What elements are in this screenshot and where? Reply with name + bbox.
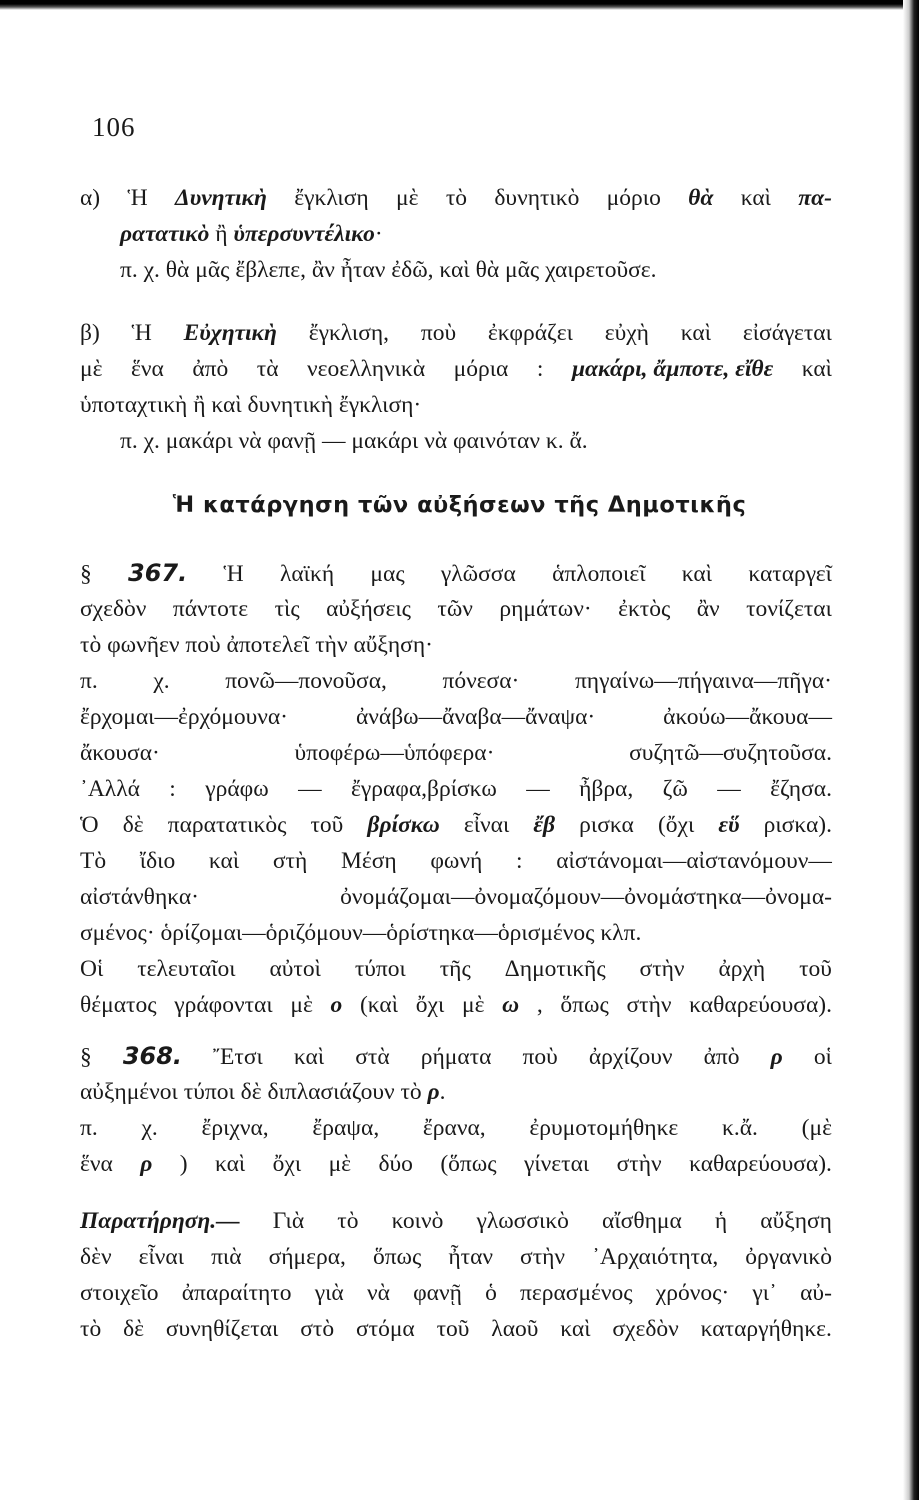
word: : (515, 848, 523, 874)
word: καὶ (681, 561, 713, 587)
word: τοῦ (310, 812, 344, 838)
word: τοῦ (799, 956, 832, 982)
word: ᾿Αλλά (80, 776, 140, 802)
word: εὐχὴ (604, 320, 649, 346)
word: σχεδὸν (612, 1316, 679, 1342)
word: παρατατικὸς (167, 812, 287, 838)
word: Ὁ (80, 812, 99, 838)
paragraph-b (80, 315, 832, 459)
word: ἔγραφα,βρίσκω (350, 776, 497, 802)
word: (μὲ (801, 1115, 832, 1141)
word: καὶ (560, 1316, 591, 1342)
word: τὶς (274, 596, 300, 622)
word: συνηθίζεται (165, 1316, 279, 1342)
word: καὶ (214, 1151, 246, 1177)
emphasis-term: ἔβ (533, 812, 556, 838)
emphasis-term: ρ (770, 1044, 783, 1070)
word: Ἡ (127, 185, 148, 211)
word: καταργεῖ (748, 561, 832, 587)
word: τὰ (256, 356, 279, 382)
word: σχεδὸν (80, 596, 147, 622)
word: κοινὸ (391, 1208, 444, 1234)
word: χ. (141, 1115, 158, 1141)
word: ρισκα (579, 812, 634, 838)
word: π. (80, 668, 98, 694)
word: στοιχεῖο (80, 1280, 159, 1306)
word: γλωσσικὸ (476, 1208, 569, 1234)
word: ἐκφράζει (487, 320, 573, 346)
word: ὀργανικὸ (745, 1244, 832, 1270)
scan-right-edge (903, 0, 919, 1500)
text-line (80, 216, 832, 252)
word: τὸ (80, 1316, 102, 1342)
emphasis-term: ρ (427, 1079, 440, 1105)
word: καταργήθηκε. (700, 1316, 832, 1342)
text-run: τὸ φωνῆεν ποὺ ἀποτελεῖ τὴν αὔξηση· (80, 632, 433, 658)
word: ὀνομάζομαι—ὀνομαζόμουν—ὀνομάστηκα—ὀνομα- (340, 884, 832, 910)
section-heading: Ἡ κατάργηση τῶν αὐξήσεων τῆς Δημοτικῆς (172, 492, 747, 518)
word: στὴν (639, 956, 685, 982)
word: — (298, 776, 322, 802)
word: αὔξηση (760, 1208, 832, 1234)
section-368 (80, 1038, 832, 1182)
text-line (80, 1074, 832, 1110)
word: ὅπως (372, 1244, 422, 1270)
emphasis-term: βρίσκω (367, 812, 440, 838)
text-line (80, 843, 832, 879)
word: ποὺ (420, 320, 457, 346)
word: τελευταῖοι (137, 956, 236, 982)
word: ἐρυμοτομήθηκε (529, 1115, 679, 1141)
word: καὶ (293, 1044, 325, 1070)
word: καὶ (680, 320, 712, 346)
word: ἕνα (80, 1151, 113, 1177)
word: (ὄχι (657, 812, 695, 838)
section-number: 367. (128, 559, 188, 587)
word: — (526, 776, 550, 802)
word: μὲ (290, 992, 313, 1018)
word: ρήματα (420, 1044, 492, 1070)
word: ἕνα (130, 356, 164, 382)
emphasis-term: ο (330, 992, 343, 1018)
word: ἀπὸ (703, 1044, 740, 1070)
word: σήμερα, (268, 1244, 346, 1270)
text-line (80, 987, 832, 1023)
word: ὄχι (415, 992, 445, 1018)
word: πονῶ—πονοῦσα, (225, 668, 387, 694)
word: στὴν (626, 992, 672, 1018)
word: χ. (153, 668, 170, 694)
emphasis-term: μακάρι, ἄμποτε, εἴθε (571, 356, 774, 382)
word: δυνητικὸ (494, 185, 580, 211)
emphasis-term: Εὐχητικὴ (183, 320, 277, 346)
word: Μέση (340, 848, 397, 874)
emphasis-term: ρατατικὸ (120, 221, 210, 247)
word: γι᾿ (752, 1280, 777, 1306)
page-number: 106 (92, 112, 136, 142)
word: αἰστάνομαι—αἰστανόμουν— (556, 848, 832, 874)
word: χρόνος· (655, 1280, 730, 1306)
word: § (80, 1044, 92, 1070)
word: ) (179, 1151, 188, 1177)
word: ἐκτὸς (618, 596, 671, 622)
text-line (80, 771, 832, 807)
word: εἰσάγεται (742, 320, 832, 346)
word: α) (80, 185, 101, 211)
word: δύο (378, 1151, 413, 1177)
word: τῶν (437, 596, 473, 622)
text-run: αὐξημένοι τύποι δὲ διπλασιάζουν τὸ (80, 1079, 428, 1105)
word: Οἱ (80, 956, 104, 982)
text-line (80, 951, 832, 987)
word: φωνή (430, 848, 483, 874)
word: μὲ (80, 356, 103, 382)
word: συζητῶ—συζητοῦσα. (629, 740, 832, 766)
note-paragraph (80, 1203, 832, 1347)
word: στὰ (355, 1044, 390, 1070)
text-line (80, 252, 832, 288)
word: γλῶσσα (440, 561, 516, 587)
text-line (80, 315, 832, 351)
word: Ἡ (223, 561, 244, 587)
text-run: σμένος· ὁρίζομαι—ὁριζόμουν—ὁρίστηκα—ὁρισμένος κλπ. (80, 920, 642, 946)
text-line (80, 699, 832, 735)
word: ἔρανα, (422, 1115, 486, 1141)
emphasis-term: Παρατήρηση.— (80, 1208, 240, 1234)
text-run: π. χ. μακάρι νὰ φανῇ — μακάρι νὰ φαινόταν κ. ἄ. (120, 428, 588, 454)
word: ἀκούω—ἄκουα— (663, 704, 832, 730)
word: καθαρεύουσα). (689, 992, 832, 1018)
word: § (80, 561, 92, 587)
word: αὐ- (800, 1280, 832, 1306)
word: τὸ (337, 1208, 359, 1234)
section-number: 368. (122, 1042, 183, 1070)
word: εἶναι (463, 812, 510, 838)
word: στὴν (520, 1244, 566, 1270)
word: μόριο (606, 185, 661, 211)
emphasis-term: θὰ (688, 185, 714, 211)
word: μας (370, 561, 405, 587)
word: στὸ (300, 1316, 335, 1342)
word: (ὅπως (440, 1151, 497, 1177)
word: Ἔτσι (213, 1044, 263, 1070)
text-line (80, 1239, 832, 1275)
word: ἔρχομαι—ἐρχόμουνα· (80, 704, 289, 730)
word: νεοελληνικὰ (307, 356, 426, 382)
word: φανῇ (413, 1280, 462, 1306)
text-line (80, 180, 832, 216)
word: ἄκουσα· (80, 740, 160, 766)
word: αὐτοὶ (269, 956, 321, 982)
text-line (80, 663, 832, 699)
emphasis-term: ὑπερσυντέλικο (233, 221, 375, 247)
word: ἔγκλιση (294, 185, 369, 211)
word: γράφονται (174, 992, 273, 1018)
word: : (169, 776, 176, 802)
text-line (80, 1311, 832, 1347)
word: καὶ (208, 848, 240, 874)
word: Ἡ (131, 320, 152, 346)
word: Τὸ (80, 848, 107, 874)
word: ρισκα). (763, 812, 832, 838)
word: β) (80, 320, 100, 346)
text-run: ἢ (209, 221, 234, 247)
word: ἦταν (448, 1244, 494, 1270)
word: ἔζησα. (770, 776, 832, 802)
word: τύποι (354, 956, 406, 982)
word: ὁ (485, 1280, 497, 1306)
text-line (80, 1203, 832, 1239)
word: καθαρεύουσα). (689, 1151, 832, 1177)
word: ποὺ (522, 1044, 558, 1070)
word: τοῦ (436, 1316, 470, 1342)
word: δὲ (123, 1316, 145, 1342)
word: ἁπλοποιεῖ (552, 561, 646, 587)
word: ᾿Αρχαιότητα, (592, 1244, 719, 1270)
word: στὴ (272, 848, 308, 874)
word: πηγαίνω—πήγαινα—πῆγα· (574, 668, 832, 694)
text-line (80, 423, 832, 459)
word: γίνεται (523, 1151, 590, 1177)
word: αὐξήσεις (326, 596, 411, 622)
text-line (80, 1110, 832, 1146)
word: δὲν (80, 1244, 112, 1270)
text-line (80, 1275, 832, 1311)
word: ἦβρα, (579, 776, 634, 802)
word: ζῶ (662, 776, 688, 802)
text-run: . (439, 1079, 446, 1105)
word: μὲ (461, 992, 485, 1018)
word: μόρια (453, 356, 509, 382)
word: Δημοτικῆς (504, 956, 606, 982)
paragraph-a (80, 180, 832, 288)
word: πόνεσα· (442, 668, 520, 694)
text-line (80, 351, 832, 387)
word: εἶναι (138, 1244, 185, 1270)
word: νὰ (366, 1280, 390, 1306)
word: κ.ἄ. (722, 1115, 758, 1141)
word: ἀπὸ (192, 356, 229, 382)
section-367 (80, 555, 832, 1023)
text-line (80, 915, 832, 951)
word: (καὶ (359, 992, 399, 1018)
word: ἀρχὴ (718, 956, 766, 982)
text-run: ὑποταχτικὴ ἢ καὶ δυνητικὴ ἔγκλιση· (80, 392, 422, 418)
word: θέματος (80, 992, 157, 1018)
emphasis-term: πα- (798, 185, 832, 211)
text-line (80, 627, 832, 663)
word: ἀρχίζουν (588, 1044, 673, 1070)
word: αἰστάνθηκα· (80, 884, 200, 910)
word: ρημάτων· (499, 596, 592, 622)
scan-top-edge (0, 0, 919, 10)
text-line (80, 735, 832, 771)
word: ὅπως (560, 992, 609, 1018)
word: ἀνάβω—ἄναβα—ἄναψα· (355, 704, 596, 730)
word: ἔγκλιση, (308, 320, 390, 346)
text-line (80, 1146, 832, 1182)
word: Γιὰ (272, 1208, 305, 1234)
word: στὴν (616, 1151, 662, 1177)
word: γιὰ (314, 1280, 344, 1306)
word: καὶ (740, 185, 771, 211)
text-line (80, 591, 832, 627)
word: : (536, 356, 544, 382)
emphasis-term: ω (502, 992, 520, 1018)
text-run: · (374, 221, 383, 247)
text-run: π. χ. θὰ μᾶς ἔβλεπε, ἂν ἦταν ἐδῶ, καὶ θὰ μᾶς χαιρετοῦσε. (120, 257, 657, 283)
word: μὲ (396, 185, 419, 211)
word: μὲ (328, 1151, 352, 1177)
word: ἀπαραίτητο (181, 1280, 292, 1306)
word: λαοῦ (491, 1316, 539, 1342)
word: ἂν (696, 596, 720, 622)
word: πάντοτε (172, 596, 249, 622)
text-line (80, 807, 832, 843)
word: τονίζεται (746, 596, 832, 622)
text-line (80, 1038, 832, 1074)
word: περασμένος (520, 1280, 633, 1306)
word: αἴσθημα (602, 1208, 682, 1234)
text-line (80, 555, 832, 591)
word: ὑποφέρω—ὑπόφερα· (294, 740, 495, 766)
word: καὶ (801, 356, 832, 382)
emphasis-term: εὕ (718, 812, 740, 838)
word: γράφω (205, 776, 269, 802)
word: ἡ (714, 1208, 728, 1234)
word: τὸ (445, 185, 468, 211)
word: πιὰ (211, 1244, 242, 1270)
word: ἴδιο (139, 848, 176, 874)
word: στόμα (355, 1316, 415, 1342)
word: οἱ (813, 1044, 832, 1070)
word: , (536, 992, 543, 1018)
emphasis-term: ρ (140, 1151, 153, 1177)
text-line (80, 387, 832, 423)
emphasis-term: Δυνητικὴ (175, 185, 267, 211)
word: — (717, 776, 741, 802)
text-line (80, 879, 832, 915)
word: π. (80, 1115, 98, 1141)
word: ἔραψα, (312, 1115, 380, 1141)
word: δὲ (122, 812, 144, 838)
word: ὄχι (272, 1151, 302, 1177)
word: ἔριχνα, (201, 1115, 269, 1141)
word: τῆς (439, 956, 471, 982)
word: λαϊκή (279, 561, 335, 587)
